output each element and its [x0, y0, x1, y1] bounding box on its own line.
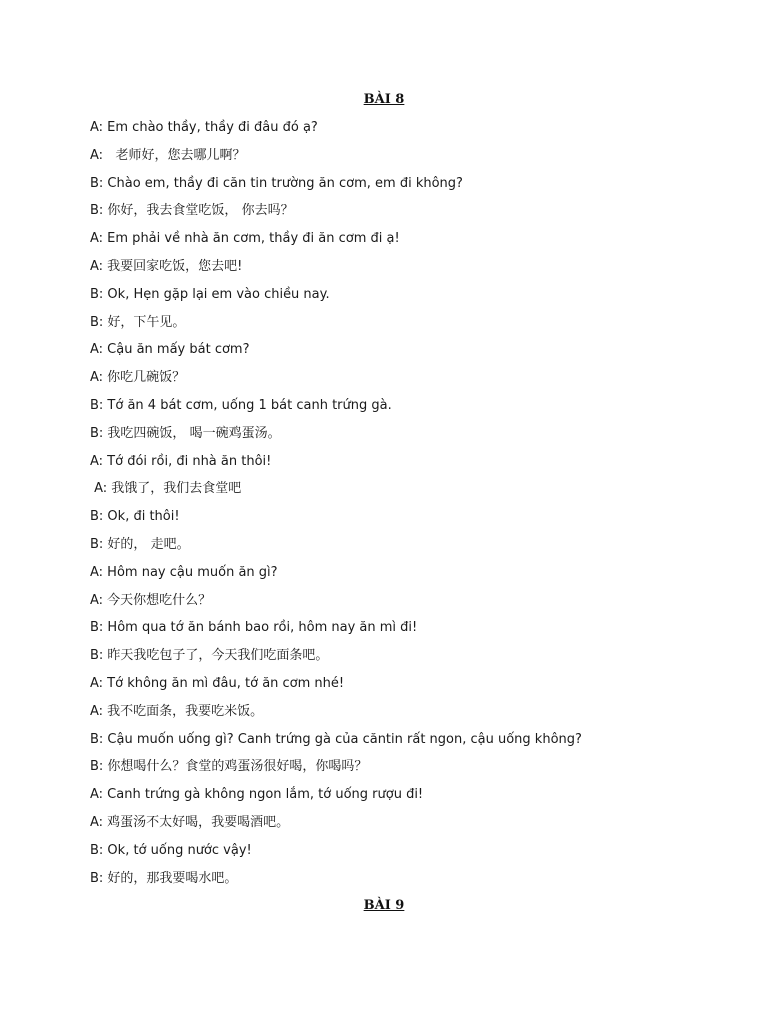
dialogue-line: B: Ok, tớ uống nước vậy! — [90, 842, 252, 858]
dialogue-line: B: Tớ ăn 4 bát cơm, uống 1 bát canh trứng gà. — [90, 398, 392, 413]
dialogue-line: A: 鸡蛋汤不太好喝，我要喝酒吧。 — [90, 815, 290, 830]
dialogue-line: B: Cậu muốn uống gì? Canh trứng gà của căntin rất ngon, cậu uống không? — [90, 731, 582, 747]
dialogue-line: A: Tớ không ăn mì đâu, tớ ăn cơm nhé! — [90, 676, 345, 691]
dialogue-line: A: 我不吃面条，我要吃米饭。 — [90, 703, 264, 719]
dialogue-line: A: Canh trứng gà không ngon lắm, tớ uống rượu đi! — [90, 787, 424, 803]
dialogue-line: B: 你好，我去食堂吃饭， 你去吗？ — [90, 203, 294, 219]
dialogue-line: B: 好，下午见。 — [90, 314, 186, 330]
dialogue-line: A: 老师好，您去哪儿啊？ — [90, 147, 246, 163]
dialogue-line: A: Hôm nay cậu muốn ăn gì? — [90, 564, 278, 580]
dialogue-line: A: 我饿了，我们去食堂吧 — [90, 481, 242, 497]
dialogue-line: B: 昨天我吃包子了，今天我们吃面条吧。 — [90, 648, 329, 664]
lesson-heading-9: BÀI 9 — [363, 898, 405, 913]
dialogue-line: B: Ok, đi thôi! — [90, 509, 180, 525]
dialogue-line: A: 你吃几碗饭？ — [90, 370, 186, 386]
dialogue-line: B: Hôm qua tớ ăn bánh bao rồi, hôm nay ăn mì đi! — [90, 620, 418, 636]
dialogue-line: A: Cậu ăn mấy bát cơm? — [90, 342, 250, 358]
dialogue-line: A: 我要回家吃饭，您去吧! — [90, 259, 243, 274]
dialogue-line: B: 我吃四碗饭， 喝一碗鸡蛋汤。 — [90, 425, 281, 441]
dialogue-line: A: Tớ đói rồi, đi nhà ăn thôi! — [90, 453, 272, 469]
dialogue-line: A: Em chào thầy, thầy đi đâu đó ạ? — [90, 120, 318, 135]
dialogue-line: A: Em phải về nhà ăn cơm, thầy đi ăn cơm đi ạ! — [90, 231, 400, 247]
dialogue-line: A: 今天你想吃什么？ — [90, 592, 212, 608]
dialogue-line: B: 你想喝什么？食堂的鸡蛋汤很好喝，你喝吗？ — [90, 759, 368, 775]
dialogue-line: B: 好的， 走吧。 — [90, 537, 190, 552]
dialogue-line: B: Chào em, thầy đi căn tin trường ăn cơm, em đi không? — [90, 175, 463, 191]
lesson-heading-8: BÀI 8 — [363, 92, 405, 107]
dialogue-line: B: Ok, Hẹn gặp lại em vào chiều nay. — [90, 286, 330, 302]
dialogue-line: B: 好的，那我要喝水吧。 — [90, 870, 238, 886]
